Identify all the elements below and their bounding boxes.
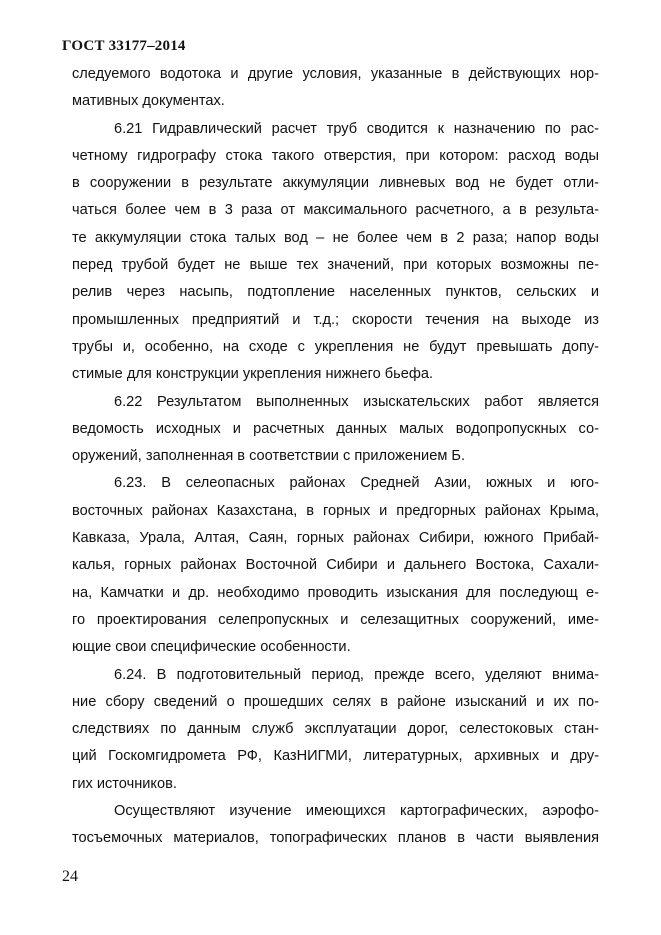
text-line: следуемого водотока и другие условия, указанные в действующих нор-: [72, 66, 599, 82]
paragraph-start: Осуществляют изучение имеющихся картографических, аэрофо-: [114, 803, 599, 820]
text-line: тосъемочных материалов, топографических планов в части выявления: [72, 830, 599, 847]
text-line: гих источников.: [72, 775, 177, 792]
text-line: в сооружении в результате аккумуляции ливневых вод не будет отли-: [72, 175, 599, 192]
text-line: стимые для конструкции укрепления нижнего бьефа.: [72, 366, 434, 383]
text-line: релив через насыпь, подтопление населенных пунктов, сельских и: [72, 284, 599, 301]
text-line: те аккумуляции стока талых вод – не более чем в 2 раза; напор воды: [72, 229, 599, 246]
text-line: на, Камчатки и др. необходимо проводить изыскания для последующ е-: [72, 584, 599, 601]
paragraph-start-6-21: 6.21 Гидравлический расчет труб сводится к назначению по рас-: [114, 120, 599, 137]
paragraph-start-6-23: 6.23. В селеопасных районах Средней Азии, южных и юго-: [114, 475, 599, 492]
body-text: [72, 61, 599, 853]
document-header: ГОСТ 33177–2014: [62, 38, 186, 54]
text-line: Кавказа, Урала, Алтая, Саян, горных районах Сибири, южного Прибай-: [72, 530, 599, 547]
text-line: го проектирования селепропускных и селезащитных сооружений, име-: [72, 611, 599, 628]
page-number: 24: [62, 868, 78, 885]
text-line: ций Госкомгидромета РФ, КазНИГМИ, литературных, архивных и дру-: [72, 748, 599, 765]
text-line: ведомость исходных и расчетных данных малых водопропускных со-: [72, 420, 599, 437]
text-line: восточных районах Казахстана, в горных и предгорных районах Крыма,: [72, 502, 599, 519]
paragraph-start-6-24: 6.24. В подготовительный период, прежде всего, уделяют внима-: [114, 666, 599, 683]
text-line: ющие свои специфические особенности.: [72, 639, 351, 656]
text-line: мативных документах.: [72, 93, 225, 110]
text-line: четному гидрографу стока такого отверстия, при котором: расход воды: [72, 147, 599, 164]
text-line: чаться более чем в 3 раза от максимального расчетного, а в результа-: [72, 202, 599, 219]
text-line: калья, горных районах Восточной Сибири и дальнего Востока, Сахали-: [72, 557, 599, 574]
paragraph-start-6-22: 6.22 Результатом выполненных изыскательских работ является: [114, 393, 599, 410]
text-line: следствиях по данным служб эксплуатации дорог, селестоковых стан-: [72, 721, 599, 738]
text-line: перед трубой будет не выше тех значений, при которых возможны пе-: [72, 257, 599, 274]
text-line: промышленных предприятий и т.д.; скорости течения на выходе из: [72, 311, 599, 328]
text-line: ние сбору сведений о прошедших селях в районе изысканий и их по-: [72, 693, 599, 710]
text-line: оружений, заполненная в соответствии с приложением Б.: [72, 448, 466, 465]
text-line: трубы и, особенно, на сходе с укрепления не будут превышать допу-: [72, 338, 599, 355]
